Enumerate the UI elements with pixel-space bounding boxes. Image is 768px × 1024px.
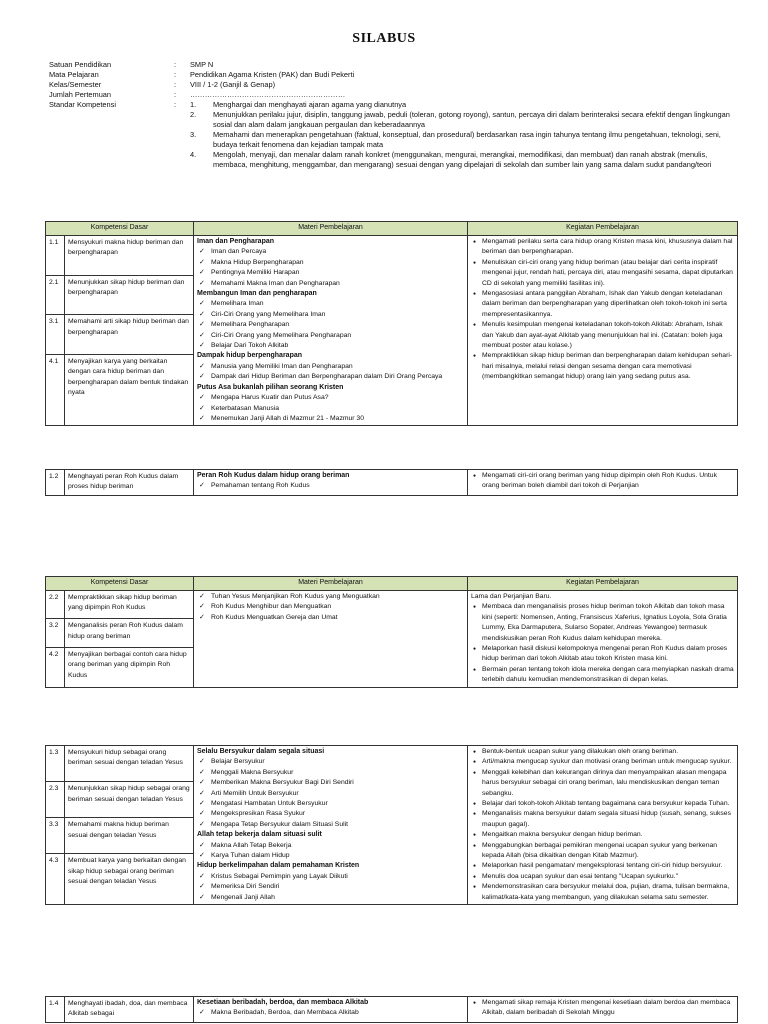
- bullet-icon: ●: [473, 666, 477, 673]
- kegiatan-cell: [468, 591, 738, 688]
- kegiatan-item: [471, 747, 734, 757]
- table-row: [46, 997, 738, 1023]
- materi-item-text: Mengekspresikan Rasa Syukur: [211, 810, 306, 818]
- kegiatan-item: [471, 471, 734, 492]
- checkmark-icon: ✓: [199, 342, 205, 350]
- kegiatan-item: [471, 320, 734, 351]
- kd-text: Memahami makna hidup beriman sesuai dengan teladan Yesus: [65, 818, 194, 854]
- kegiatan-cell: [468, 746, 738, 905]
- materi-section-title: Hidup berkelimpahan dalam pemahaman Kristen: [197, 862, 360, 870]
- materi-item-text: Menggali Makna Bersyukur: [211, 768, 294, 776]
- materi-item-text: Makna Beribadah, Berdoa, dan Membaca Alkitab: [211, 1009, 359, 1017]
- checkmark-icon: ✓: [199, 768, 205, 776]
- materi-cell: [194, 470, 468, 496]
- page-title: SILABUS: [352, 31, 416, 46]
- materi-item: [197, 768, 464, 778]
- kegiatan-item-text: Mengaitkan makna bersyukur dengan hidup beriman.: [482, 831, 643, 839]
- materi-item: [197, 1008, 464, 1018]
- checkmark-icon: ✓: [199, 310, 205, 318]
- bullet-icon: ●: [473, 259, 477, 266]
- kd-text: Membuat karya yang berkaitan dengan sikap hidup sebagai orang beriman sesuai dengan teladan Yesus: [65, 854, 194, 905]
- bullet-icon: ●: [473, 291, 477, 298]
- materi-item: [197, 613, 464, 623]
- bullet-icon: ●: [473, 873, 477, 880]
- kegiatan-item: [471, 841, 734, 862]
- column-header-kd: Kompetensi Dasar: [46, 577, 194, 591]
- materi-item-text: Mengenali Janji Allah: [211, 893, 275, 901]
- kegiatan-item: [471, 602, 734, 644]
- kegiatan-item: [471, 998, 734, 1019]
- bullet-icon: ●: [473, 759, 477, 766]
- list-item: 3. Memahami dan menerapkan pengetahuan (faktual, konseptual, dan prosedural) berdasarkan rasa ingin tahunya tentang ilmu pengetahuan, teknologi, seni, budaya terkait fenomena dan kejadian tampak mata: [190, 130, 721, 149]
- column-header-kegiatan: Kegiatan Pembelajaran: [468, 222, 738, 236]
- bullet-icon: ●: [473, 604, 477, 611]
- materi-item-text: Mengapa Tetap Bersyukur dalam Situasi Sulit: [211, 820, 349, 828]
- kegiatan-item-text: Mempraktikkan sikap hidup beriman dan berpengharapan dalam kehidupan sehari-hari misalnya, melalui relasi dengan sesama dengan cara memotivasi (membangkitkan semangat hidup) orang lain yang sedang putus asa.: [482, 352, 733, 381]
- materi-item-text: Arti Memilih Untuk Bersyukur: [211, 789, 299, 797]
- meta-value: SMP N: [190, 60, 214, 69]
- syllabus-table-2: [45, 469, 738, 496]
- materi-item: [197, 414, 464, 424]
- checkmark-icon: ✓: [199, 613, 205, 621]
- materi-item: [197, 341, 464, 351]
- meta-row: Standar Kompetensi : 1. Menghargai dan menghayati ajaran agama yang dianutnya 2. Menunjukkan perilaku jujur, disiplin, tanggung jawab, peduli (toleran, gotong royong), santun, percaya diri dalam berinteraksi secara efektif dengan lingkungan sosial dan alam dalam jangkauan pergaulan dan keberadaannya 3. Memahami dan menerapkan pengetahuan (faktual, konseptual, dan prosedural) berdasarkan rasa ingin tahunya tentang ilmu pengetahuan, teknologi, seni, budaya terkait fenomena dan kejadian tampak mata 4. Mengolah, menyaji, dan menalar dalam ranah konkret (menggunakan, mengurai, merangkai, memodifikasi, dan membuat) dan ranah abstrak (menulis, membaca, menghitung, menggambar, dan mengarang) sesuai dengan yang dipelajari di sekolah dan sumber lain yang sama dalam sudut pandang/teori: [49, 100, 739, 170]
- materi-section-title: Kesetiaan beribadah, berdoa, dan membaca Alkitab: [197, 999, 369, 1006]
- list-item: 1. Menghargai dan menghayati ajaran agama yang dianutnya: [190, 100, 407, 109]
- checkmark-icon: ✓: [199, 758, 205, 766]
- kd-number: 1.3: [46, 746, 65, 782]
- table-header-row: [46, 577, 738, 591]
- syllabus-table-4: [45, 745, 738, 905]
- checkmark-icon: ✓: [199, 331, 205, 339]
- table-row: [46, 236, 738, 276]
- materi-item: [197, 841, 464, 851]
- kegiatan-item: [471, 872, 734, 882]
- checkmark-icon: ✓: [199, 893, 205, 901]
- kegiatan-item-text: Menulis kesimpulan mengenai keteladanan tokoh-tokoh Alkitab: Abraham, Ishak dan Yakub dan ayat-ayat Alkitab yang menunjukkan hal ini. (Catatan: boleh juga membuat poster atau kolase.): [482, 321, 723, 350]
- kegiatan-item-text: Menggali kelebihan dan kekurangan dirinya dan menyampaikan alasan mengapa harus bersyukur sebagai ciri orang beriman, lalu mendiskusikan dengan teman sebangku.: [482, 768, 727, 797]
- checkmark-icon: ✓: [199, 258, 205, 266]
- kd-text: Memahami arti sikap hidup beriman dan berpengharapan: [65, 315, 194, 355]
- meta-label: Satuan Pendidikan: [49, 60, 112, 69]
- kd-text: Mensyukuri makna hidup beriman dan berpengharapan: [65, 236, 194, 276]
- materi-item: [197, 320, 464, 330]
- kd-number: 3.1: [46, 315, 65, 355]
- list-item: 4. Mengolah, menyaji, dan menalar dalam ranah konkret (menggunakan, mengurai, merangkai, memodifikasi, dan membuat) dan ranah abstrak (menulis, membaca, menghitung, menggambar, dan mengarang) sesuai dengan yang dipelajari di sekolah dan sumber lain yang sama dalam sudut pandang/teori: [190, 150, 712, 169]
- materi-item: [197, 882, 464, 892]
- checkmark-icon: ✓: [199, 248, 205, 256]
- bullet-icon: ●: [473, 353, 477, 360]
- bullet-icon: ●: [473, 863, 477, 870]
- syllabus-table-1: [45, 221, 738, 426]
- kegiatan-item-text: Mengamati ciri-ciri orang beriman yang hidup dipimpin oleh Roh Kudus. Untuk orang beriman boleh diambil dari tokoh di Perjanjian: [482, 472, 717, 490]
- checkmark-icon: ✓: [199, 852, 205, 860]
- materi-item-text: Roh Kudus Menghibur dan Menguatkan: [211, 603, 332, 611]
- kd-text: Menghayati peran Roh Kudus dalam proses hidup beriman: [65, 470, 194, 496]
- kegiatan-item-text: Menggabungkan berbagai pemikiran mengenai ucapan syukur yang berkenan kepada Allah (bisa dikaitkan dengan Kitab Mazmur).: [482, 841, 718, 860]
- kd-number: 1.2: [46, 470, 65, 496]
- table-row: [46, 746, 738, 782]
- materi-item: [197, 778, 464, 788]
- materi-item-text: Belajar Bersyukur: [211, 758, 265, 766]
- checkmark-icon: ✓: [199, 1009, 205, 1017]
- checkmark-icon: ✓: [199, 373, 205, 381]
- kegiatan-item-text: Mengamati perilaku serta cara hidup orang Kristen masa kini, khususnya dalam hal beriman dan berpengharapan.: [482, 238, 733, 256]
- syllabus-table-5: [45, 996, 738, 1023]
- standar-kompetensi-list: [190, 100, 739, 170]
- checkmark-icon: ✓: [199, 482, 205, 490]
- checkmark-icon: ✓: [199, 394, 205, 402]
- checkmark-icon: ✓: [199, 841, 205, 849]
- materi-item-text: Memelihara Iman: [211, 300, 264, 308]
- syllabus-table-3: [45, 576, 738, 688]
- kd-text: Mempraktikkan sikap hidup beriman yang dipimpin Roh Kudus: [65, 591, 194, 619]
- kegiatan-item-text: Mendemonstrasikan cara bersyukur melalui doa, pujian, drama, tulisan bermakna, kalimat/kata-kata yang membangun, yang dilakukan selama satu semester.: [482, 883, 730, 901]
- checkmark-icon: ✓: [199, 321, 205, 329]
- kd-number: 4.3: [46, 854, 65, 905]
- bullet-icon: ●: [473, 749, 477, 755]
- materi-item-text: Menemukan Janji Allah di Mazmur 21 - Mazmur 30: [211, 414, 364, 422]
- kegiatan-item: [471, 237, 734, 258]
- kd-number: 2.3: [46, 782, 65, 818]
- materi-cell: [194, 997, 468, 1023]
- materi-item: [197, 602, 464, 612]
- materi-item: [197, 893, 464, 903]
- materi-item: [197, 258, 464, 268]
- kegiatan-item-text: Melaporkan hasil pengamatan/ mengeksplorasi tentang ciri-ciri hidup bersyukur.: [482, 862, 723, 870]
- kegiatan-cell: [468, 470, 738, 496]
- checkmark-icon: ✓: [199, 779, 205, 787]
- checkmark-icon: ✓: [199, 800, 205, 808]
- kegiatan-item: [471, 258, 734, 289]
- materi-item: [197, 872, 464, 882]
- materi-item: [197, 789, 464, 799]
- materi-item: [197, 310, 464, 320]
- kegiatan-item-text: Menulis doa ucapan syukur dan esai tentang "Ucapan syukurku.": [482, 872, 679, 880]
- bullet-icon: ●: [473, 801, 477, 808]
- bullet-icon: ●: [473, 769, 477, 776]
- meta-row: Mata Pelajaran : Pendidikan Agama Kristen (PAK) dan Budi Pekerti: [49, 70, 739, 80]
- bullet-icon: ●: [473, 811, 477, 818]
- materi-item-text: Makna Hidup Berpengharapan: [211, 258, 304, 266]
- kd-number: 3.2: [46, 619, 65, 647]
- kd-number: 3.3: [46, 818, 65, 854]
- kegiatan-item-text: Belajar dari tokoh-tokoh Alkitab tentang bagaimana cara bersyukur kepada Tuhan.: [482, 800, 730, 808]
- column-header-materi: Materi Pembelajaran: [194, 577, 468, 591]
- materi-item-text: Ciri-Ciri Orang yang Memelihara Iman: [211, 310, 326, 318]
- materi-item: [197, 393, 464, 403]
- kegiatan-item: [471, 809, 734, 830]
- checkmark-icon: ✓: [199, 872, 205, 880]
- checkmark-icon: ✓: [199, 362, 205, 370]
- kegiatan-item-text: Bermain peran tentang tokoh idola mereka dengan cara menyiapkan naskah drama terlebih dahulu kemudian mendemonstrasikan di depan kelas.: [482, 665, 734, 684]
- materi-item: [197, 362, 464, 372]
- materi-section-title: Selalu Bersyukur dalam segala situasi: [197, 748, 325, 755]
- kd-number: 1.4: [46, 997, 65, 1023]
- materi-item-text: Kristus Sebagai Pemimpin yang Layak Diikuti: [211, 872, 348, 880]
- materi-item-text: Ciri-Ciri Orang yang Memelihara Pengharapan: [211, 331, 352, 339]
- materi-item-text: Keterbatasan Manusia: [211, 404, 280, 412]
- materi-item: [197, 809, 464, 819]
- kegiatan-item-text: Mengamati sikap remaja Kristen mengenai kesetiaan dalam berdoa dan membaca Alkitab, dalam beribadah di Sekolah Minggu: [482, 999, 731, 1017]
- materi-item-text: Dampak dari Hidup Beriman dan Berpengharapan dalam Diri Orang Percaya: [211, 373, 443, 381]
- checkmark-icon: ✓: [199, 820, 205, 828]
- kd-text: Menyajikan berbagai contoh cara hidup orang beriman yang dipimpin Roh Kudus: [65, 647, 194, 687]
- kegiatan-item: [471, 830, 734, 840]
- table-header-row: [46, 222, 738, 236]
- materi-item: [197, 820, 464, 830]
- materi-section-title: Iman dan Pengharapan: [197, 238, 275, 245]
- materi-item-text: Memeriksa Diri Sendiri: [211, 883, 280, 891]
- kd-number: 1.1: [46, 236, 65, 276]
- meta-row: Satuan Pendidikan : SMP N: [49, 60, 739, 70]
- bullet-icon: ●: [473, 646, 477, 653]
- checkmark-icon: ✓: [199, 789, 205, 797]
- table-row: [46, 591, 738, 619]
- checkmark-icon: ✓: [199, 883, 205, 891]
- materi-cell: [194, 746, 468, 905]
- checkmark-icon: ✓: [199, 269, 205, 277]
- materi-item: [197, 851, 464, 861]
- kegiatan-item-text: Melaporkan hasil diskusi kelompoknya mengenai peran Roh Kudus dalam proses hidup beriman dari tokoh Alkitab atau tokoh Kristen masa kini.: [482, 645, 728, 663]
- materi-item-text: Iman dan Percaya: [211, 248, 267, 256]
- kegiatan-lead: Lama dan Perjanjian Baru.: [471, 593, 552, 600]
- checkmark-icon: ✓: [199, 300, 205, 308]
- kegiatan-item: [471, 644, 734, 665]
- materi-section-title: Peran Roh Kudus dalam hidup orang beriman: [197, 472, 350, 479]
- checkmark-icon: ✓: [199, 810, 205, 818]
- materi-item: [197, 592, 464, 602]
- materi-item-text: Karya Tuhan dalam Hidup: [211, 852, 290, 860]
- materi-item: [197, 268, 464, 278]
- kd-number: 2.1: [46, 275, 65, 315]
- meta-label: Standar Kompetensi: [49, 100, 116, 109]
- materi-item-text: Belajar Dari Tokoh Alkitab: [211, 342, 289, 350]
- list-item: 2. Menunjukkan perilaku jujur, disiplin, tanggung jawab, peduli (toleran, gotong royong), santun, percaya diri dalam berinteraksi secara efektif dengan lingkungan sosial dan alam dalam jangkauan pergaulan dan keberadaannya: [190, 110, 730, 129]
- meta-row: Kelas/Semester : VIII / 1-2 (Ganjil & Genap): [49, 80, 739, 90]
- meta-label: Jumlah Pertemuan: [49, 90, 112, 99]
- kegiatan-item-text: Menuliskan ciri-ciri orang yang hidup beriman (atau belajar dari cerita inspiratif mengenai jujur, rendah hati, percaya diri, atau mengasihi sesama, dapat diputarkan CD di sekolah yang memiliki fasilitas ini).: [482, 258, 733, 287]
- column-header-kegiatan: Kegiatan Pembelajaran: [468, 577, 738, 591]
- checkmark-icon: ✓: [199, 593, 205, 600]
- checkmark-icon: ✓: [199, 414, 205, 422]
- kd-text: Mensyukuri hidup sebagai orang beriman sesuai dengan teladan Yesus: [65, 746, 194, 782]
- materi-item: [197, 404, 464, 414]
- materi-item-text: Memahami Makna Iman dan Pengharapan: [211, 279, 340, 287]
- materi-item-text: Memberikan Makna Bersyukur Bagi Diri Sendiri: [211, 779, 354, 787]
- kegiatan-item: [471, 757, 734, 767]
- meta-value: VIII / 1-2 (Ganjil & Genap): [190, 80, 276, 89]
- kegiatan-item-text: Menganalisis makna bersyukur dalam segala situasi hidup (susah, senang, sukses maupun gagal).: [482, 810, 731, 828]
- materi-item: [197, 299, 464, 309]
- materi-item-text: Mengapa Harus Kuatir dan Putus Asa?: [211, 394, 329, 402]
- materi-section-title: Putus Asa bukanlah pilihan seorang Kristen: [197, 383, 344, 391]
- materi-item: [197, 247, 464, 257]
- kd-text: Menganalisis peran Roh Kudus dalam hidup orang beriman: [65, 619, 194, 647]
- bullet-icon: ●: [473, 322, 477, 329]
- meta-label: Mata Pelajaran: [49, 70, 99, 79]
- bullet-icon: ●: [473, 473, 477, 479]
- meta-value: ………………………………………………………: [190, 90, 346, 99]
- kegiatan-item: [471, 799, 734, 809]
- kd-text: Menunjukkan sikap hidup sebagai orang beriman sesuai dengan teladan Yesus: [65, 782, 194, 818]
- materi-item-text: Manusia yang Memiliki Iman dan Pengharapan: [211, 362, 353, 370]
- materi-cell: [194, 236, 468, 426]
- materi-item: [197, 481, 464, 491]
- bullet-icon: ●: [473, 1000, 477, 1006]
- bullet-icon: ●: [473, 884, 477, 891]
- bullet-icon: ●: [473, 832, 477, 839]
- materi-item: [197, 799, 464, 809]
- kegiatan-item: [471, 882, 734, 903]
- materi-item-text: Tuhan Yesus Menjanjikan Roh Kudus yang Menguatkan: [211, 593, 380, 600]
- kegiatan-cell: [468, 997, 738, 1023]
- column-header-materi: Materi Pembelajaran: [194, 222, 468, 236]
- materi-section-title: Membangun Iman dan pengharapan: [197, 290, 317, 298]
- kegiatan-item-text: Mengasosiasi antara panggilan Abraham, Ishak dan Yakub dengan keteladanan dalam beriman dan berpengharapan yang diperlihatkan oleh tokoh-tokoh ini serta mempresentasikannya.: [482, 290, 727, 318]
- meta-row: Jumlah Pertemuan : ………………………………………………………: [49, 90, 739, 100]
- materi-item: [197, 372, 464, 382]
- document-meta: [49, 60, 739, 170]
- column-header-kd: Kompetensi Dasar: [46, 222, 194, 236]
- meta-label: Kelas/Semester: [49, 80, 102, 89]
- checkmark-icon: ✓: [199, 279, 205, 287]
- kd-number: 4.1: [46, 354, 65, 426]
- materi-item-text: Pemahaman tentang Roh Kudus: [211, 482, 310, 490]
- materi-section-title: Allah tetap bekerja dalam situasi sulit: [197, 831, 322, 839]
- kegiatan-item-text: Membaca dan menganalisis proses hidup beriman tokoh Alkitab dan tokoh masa kini (seperti: Nomensen, Anting, Fransiscus Xaferius, Ignatius Loyola, Sola Gratia Lummy, Eka Darmaputera, Sularso Sopater, Andreas Yewangoe) termasuk mendiskusikan peran Roh Kudus dalam kehidupan mereka.: [482, 603, 727, 642]
- kd-text: Menunjukkan sikap hidup beriman dan berpengharapan: [65, 275, 194, 315]
- checkmark-icon: ✓: [199, 404, 205, 412]
- kegiatan-cell: [468, 236, 738, 426]
- materi-item: [197, 331, 464, 341]
- kd-number: 4.2: [46, 647, 65, 687]
- bullet-icon: ●: [473, 842, 477, 849]
- materi-item: [197, 279, 464, 289]
- table-row: [46, 470, 738, 496]
- kegiatan-item-text: Bentuk-bentuk ucapan sukur yang dilakukan oleh orang beriman.: [482, 748, 679, 755]
- materi-item-text: Makna Allah Tetap Bekerja: [211, 841, 292, 849]
- kegiatan-item-text: Arti/makna mengucap syukur dan motivasi orang beriman untuk mengucap syukur.: [482, 758, 732, 766]
- kd-text: Menghayati ibadah, doa, dan membaca Alkitab sebagai: [65, 997, 194, 1023]
- materi-item: [197, 757, 464, 767]
- kd-number: 2.2: [46, 591, 65, 619]
- materi-item-text: Pentingnya Memiliki Harapan: [211, 269, 300, 277]
- kegiatan-item: [471, 861, 734, 871]
- materi-item-text: Roh Kudus Menguatkan Gereja dan Umat: [211, 613, 338, 621]
- materi-item-text: Mengatasi Hambatan Untuk Bersyukur: [211, 800, 328, 808]
- checkmark-icon: ✓: [199, 603, 205, 611]
- meta-value: Pendidikan Agama Kristen (PAK) dan Budi Pekerti: [190, 70, 355, 79]
- bullet-icon: ●: [473, 239, 477, 245]
- kegiatan-item: [471, 768, 734, 799]
- materi-section-title: Dampak hidup berpengharapan: [197, 352, 303, 360]
- kegiatan-item: [471, 665, 734, 686]
- kd-text: Menyajikan karya yang berkaitan dengan cara hidup beriman dan berpengharapan dalam bentuk tindakan nyata: [65, 354, 194, 426]
- materi-item-text: Memelihara Pengharapan: [211, 321, 290, 329]
- kegiatan-item: [471, 289, 734, 320]
- materi-cell: [194, 591, 468, 688]
- kegiatan-item: [471, 351, 734, 382]
